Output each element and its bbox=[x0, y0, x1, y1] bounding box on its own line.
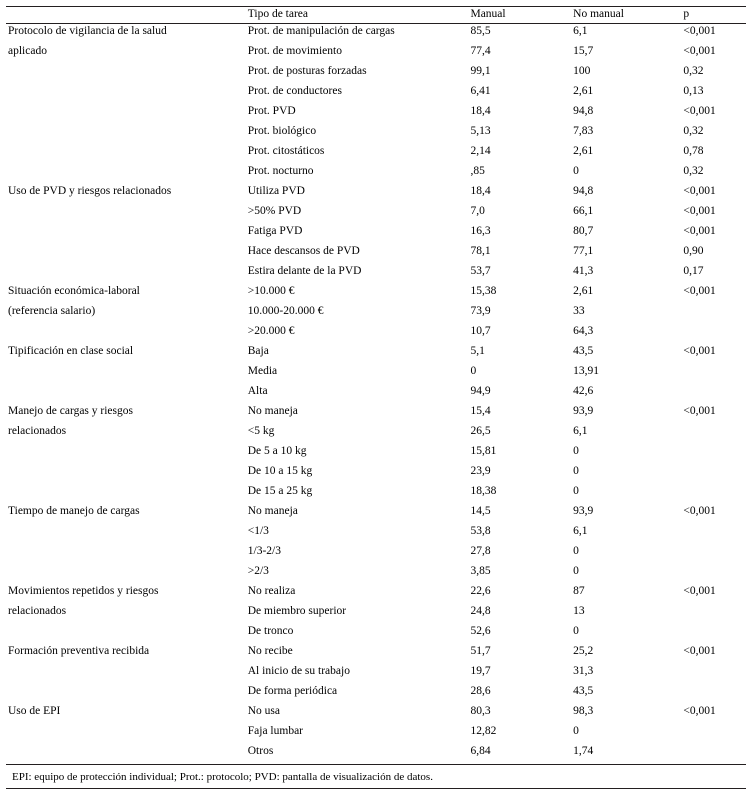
table-row bbox=[6, 484, 746, 504]
table-row bbox=[6, 44, 746, 64]
row-p-value: 0,32 bbox=[683, 164, 704, 177]
column-header-manual: Manual bbox=[470, 8, 506, 20]
row-group-label: Movimientos repetidos y riesgos bbox=[8, 584, 159, 597]
row-manual-value: 94,9 bbox=[470, 384, 491, 397]
row-no-manual-value: 6,1 bbox=[573, 524, 588, 537]
row-group-label bbox=[6, 264, 246, 284]
table-head bbox=[6, 7, 746, 24]
row-manual-value: ,85 bbox=[470, 164, 485, 177]
table-row bbox=[6, 344, 746, 364]
row-task-type: No maneja bbox=[247, 404, 298, 417]
row-p-value: <0,001 bbox=[683, 24, 716, 37]
row-group-label bbox=[6, 624, 246, 644]
row-task-type: Faja lumbar bbox=[247, 724, 303, 737]
row-task-type: Prot. de manipulación de cargas bbox=[247, 24, 395, 37]
row-task-type: Hace descansos de PVD bbox=[247, 244, 360, 257]
row-group-label: Formación preventiva recibida bbox=[8, 644, 150, 657]
row-manual-value: 5,1 bbox=[470, 344, 485, 357]
row-no-manual-value: 93,9 bbox=[573, 404, 594, 417]
row-task-type: Baja bbox=[247, 344, 269, 357]
row-p-value: 0,32 bbox=[683, 124, 704, 137]
row-manual-value: 28,6 bbox=[470, 684, 491, 697]
row-no-manual-value: 64,3 bbox=[573, 324, 594, 337]
row-no-manual-value: 0 bbox=[573, 564, 579, 577]
row-p-value: <0,001 bbox=[683, 104, 716, 117]
row-task-type: Alta bbox=[247, 384, 268, 397]
row-task-type: Otros bbox=[247, 744, 274, 757]
row-manual-value: 7,0 bbox=[470, 204, 485, 217]
row-no-manual-value: 6,1 bbox=[573, 24, 588, 37]
row-p-value: 0,17 bbox=[683, 264, 704, 277]
row-no-manual-value: 2,61 bbox=[573, 284, 594, 297]
row-group-label bbox=[6, 664, 246, 684]
table-row bbox=[6, 264, 746, 284]
row-no-manual-value: 93,9 bbox=[573, 504, 594, 517]
row-p-value: <0,001 bbox=[683, 344, 716, 357]
row-task-type: >50% PVD bbox=[247, 204, 302, 217]
row-p-value bbox=[681, 384, 746, 404]
row-task-type: Al inicio de su trabajo bbox=[247, 664, 350, 677]
row-group-label bbox=[6, 544, 246, 564]
table-row bbox=[6, 164, 746, 184]
row-no-manual-value: 41,3 bbox=[573, 264, 594, 277]
row-task-type: Fatiga PVD bbox=[247, 224, 303, 237]
statistics-table-container bbox=[0, 6, 752, 764]
row-group-label bbox=[6, 204, 246, 224]
table-row bbox=[6, 464, 746, 484]
row-task-type: Prot. nocturno bbox=[247, 164, 314, 177]
row-p-value bbox=[681, 324, 746, 344]
row-manual-value: 27,8 bbox=[470, 544, 491, 557]
row-manual-value: 53,8 bbox=[470, 524, 491, 537]
row-no-manual-value: 43,5 bbox=[573, 684, 594, 697]
table-row bbox=[6, 664, 746, 684]
row-manual-value: 80,3 bbox=[470, 704, 491, 717]
row-no-manual-value: 0 bbox=[573, 624, 579, 637]
row-p-value bbox=[681, 424, 746, 444]
row-task-type: De 15 a 25 kg bbox=[247, 484, 313, 497]
table-row bbox=[6, 744, 746, 764]
row-manual-value: 5,13 bbox=[470, 124, 491, 137]
table-row bbox=[6, 64, 746, 84]
row-manual-value: 18,38 bbox=[470, 484, 497, 497]
row-group-label bbox=[6, 104, 246, 124]
row-task-type: >2/3 bbox=[247, 564, 269, 577]
row-group-label bbox=[6, 384, 246, 404]
row-manual-value: 24,8 bbox=[470, 604, 491, 617]
row-p-value: <0,001 bbox=[683, 44, 716, 57]
table-row bbox=[6, 504, 746, 524]
table-row bbox=[6, 384, 746, 404]
row-manual-value: 14,5 bbox=[470, 504, 491, 517]
row-no-manual-value: 0 bbox=[573, 444, 579, 457]
row-group-label: (referencia salario) bbox=[8, 304, 96, 317]
row-no-manual-value: 31,3 bbox=[573, 664, 594, 677]
row-group-label: Situación económica-laboral bbox=[8, 284, 140, 297]
row-task-type: Utiliza PVD bbox=[247, 184, 305, 197]
row-p-value bbox=[681, 304, 746, 324]
row-no-manual-value: 25,2 bbox=[573, 644, 594, 657]
statistics-table bbox=[6, 6, 746, 764]
table-row bbox=[6, 184, 746, 204]
row-no-manual-value: 33 bbox=[573, 304, 585, 317]
row-group-label: Protocolo de vigilancia de la salud bbox=[8, 24, 167, 37]
row-task-type: De miembro superior bbox=[247, 604, 347, 617]
row-no-manual-value: 1,74 bbox=[573, 744, 594, 757]
row-no-manual-value: 13,91 bbox=[573, 364, 600, 377]
row-p-value: <0,001 bbox=[683, 584, 716, 597]
table-row bbox=[6, 704, 746, 724]
row-p-value: <0,001 bbox=[683, 644, 716, 657]
table-header-row bbox=[6, 7, 746, 24]
row-manual-value: 77,4 bbox=[470, 44, 491, 57]
row-no-manual-value: 7,83 bbox=[573, 124, 594, 137]
row-task-type: De forma periódica bbox=[247, 684, 338, 697]
row-manual-value: 73,9 bbox=[470, 304, 491, 317]
table-row bbox=[6, 104, 746, 124]
row-task-type: >10.000 € bbox=[247, 284, 295, 297]
row-no-manual-value: 42,6 bbox=[573, 384, 594, 397]
row-task-type: Prot. de movimiento bbox=[247, 44, 342, 57]
table-row bbox=[6, 524, 746, 544]
row-manual-value: 85,5 bbox=[470, 24, 491, 37]
row-task-type: Media bbox=[247, 364, 278, 377]
row-no-manual-value: 80,7 bbox=[573, 224, 594, 237]
row-manual-value: 10,7 bbox=[470, 324, 491, 337]
row-task-type: Prot. PVD bbox=[247, 104, 296, 117]
row-group-label bbox=[6, 64, 246, 84]
table-row bbox=[6, 224, 746, 244]
row-group-label bbox=[6, 364, 246, 384]
row-no-manual-value: 87 bbox=[573, 584, 585, 597]
row-group-label: relacionados bbox=[8, 424, 67, 437]
row-task-type: No recibe bbox=[247, 644, 293, 657]
row-group-label: Manejo de cargas y riesgos bbox=[8, 404, 133, 417]
table-row bbox=[6, 144, 746, 164]
row-task-type: 10.000-20.000 € bbox=[247, 304, 324, 317]
table-row bbox=[6, 324, 746, 344]
row-task-type: >20.000 € bbox=[247, 324, 295, 337]
row-task-type: De 10 a 15 kg bbox=[247, 464, 313, 477]
table-row bbox=[6, 84, 746, 104]
row-task-type: No usa bbox=[247, 704, 281, 717]
row-p-value bbox=[681, 664, 746, 684]
row-no-manual-value: 0 bbox=[573, 484, 579, 497]
row-no-manual-value: 6,1 bbox=[573, 424, 588, 437]
row-manual-value: 26,5 bbox=[470, 424, 491, 437]
row-p-value bbox=[681, 624, 746, 644]
row-group-label bbox=[6, 724, 246, 744]
row-no-manual-value: 100 bbox=[573, 64, 591, 77]
row-manual-value: 51,7 bbox=[470, 644, 491, 657]
row-manual-value: 15,4 bbox=[470, 404, 491, 417]
row-no-manual-value: 94,8 bbox=[573, 184, 594, 197]
table-row bbox=[6, 284, 746, 304]
row-group-label bbox=[6, 444, 246, 464]
row-p-value bbox=[681, 724, 746, 744]
row-task-type: Prot. de posturas forzadas bbox=[247, 64, 367, 77]
row-manual-value: 15,38 bbox=[470, 284, 497, 297]
row-p-value bbox=[681, 444, 746, 464]
row-p-value: <0,001 bbox=[683, 204, 716, 217]
row-manual-value: 3,85 bbox=[470, 564, 491, 577]
row-task-type: Prot. biológico bbox=[247, 124, 317, 137]
table-row bbox=[6, 204, 746, 224]
row-p-value: <0,001 bbox=[683, 404, 716, 417]
table-row bbox=[6, 564, 746, 584]
row-no-manual-value: 0 bbox=[573, 464, 579, 477]
row-group-label: Tiempo de manejo de cargas bbox=[8, 504, 140, 517]
row-manual-value: 6,41 bbox=[470, 84, 491, 97]
table-row bbox=[6, 364, 746, 384]
row-group-label bbox=[6, 744, 246, 764]
table-row bbox=[6, 584, 746, 604]
row-task-type: 1/3-2/3 bbox=[247, 544, 281, 557]
table-row bbox=[6, 624, 746, 644]
table-row bbox=[6, 304, 746, 324]
table-row bbox=[6, 544, 746, 564]
table-row bbox=[6, 724, 746, 744]
row-p-value: <0,001 bbox=[683, 284, 716, 297]
row-task-type: De tronco bbox=[247, 624, 294, 637]
row-p-value bbox=[681, 464, 746, 484]
table-body bbox=[6, 23, 746, 764]
row-manual-value: 18,4 bbox=[470, 184, 491, 197]
row-manual-value: 22,6 bbox=[470, 584, 491, 597]
table-row bbox=[6, 124, 746, 144]
row-no-manual-value: 2,61 bbox=[573, 144, 594, 157]
row-group-label bbox=[6, 484, 246, 504]
table-row bbox=[6, 684, 746, 704]
row-no-manual-value: 0 bbox=[573, 164, 579, 177]
row-no-manual-value: 2,61 bbox=[573, 84, 594, 97]
column-header-task-type: Tipo de tarea bbox=[247, 8, 309, 20]
row-group-label bbox=[6, 324, 246, 344]
table-row bbox=[6, 404, 746, 424]
table-row bbox=[6, 23, 746, 44]
row-manual-value: 16,3 bbox=[470, 224, 491, 237]
row-p-value: 0,90 bbox=[683, 244, 704, 257]
row-manual-value: 2,14 bbox=[470, 144, 491, 157]
row-p-value bbox=[681, 524, 746, 544]
row-p-value bbox=[681, 364, 746, 384]
row-p-value bbox=[681, 564, 746, 584]
row-p-value: 0,32 bbox=[683, 64, 704, 77]
row-group-label bbox=[6, 684, 246, 704]
row-task-type: No maneja bbox=[247, 504, 298, 517]
row-manual-value: 18,4 bbox=[470, 104, 491, 117]
row-group-label bbox=[6, 464, 246, 484]
row-manual-value: 15,81 bbox=[470, 444, 497, 457]
row-no-manual-value: 98,3 bbox=[573, 704, 594, 717]
row-p-value: <0,001 bbox=[683, 224, 716, 237]
row-group-label bbox=[6, 564, 246, 584]
row-no-manual-value: 66,1 bbox=[573, 204, 594, 217]
row-group-label bbox=[6, 224, 246, 244]
row-task-type: <1/3 bbox=[247, 524, 269, 537]
row-no-manual-value: 43,5 bbox=[573, 344, 594, 357]
row-p-value: <0,001 bbox=[683, 704, 716, 717]
row-manual-value: 0 bbox=[470, 364, 477, 377]
table-footnote-container bbox=[6, 764, 746, 789]
row-task-type: Estira delante de la PVD bbox=[247, 264, 362, 277]
row-task-type: No realiza bbox=[247, 584, 296, 597]
row-group-label: Uso de EPI bbox=[8, 704, 61, 717]
row-p-value bbox=[681, 744, 746, 764]
row-group-label bbox=[6, 524, 246, 544]
row-task-type: Prot. citostáticos bbox=[247, 144, 325, 157]
row-p-value bbox=[681, 544, 746, 564]
row-task-type: Prot. de conductores bbox=[247, 84, 342, 97]
column-header-no-manual: No manual bbox=[573, 8, 624, 20]
row-manual-value: 12,82 bbox=[470, 724, 497, 737]
row-task-type: <5 kg bbox=[247, 424, 275, 437]
table-row bbox=[6, 444, 746, 464]
row-task-type: De 5 a 10 kg bbox=[247, 444, 307, 457]
row-manual-value: 53,7 bbox=[470, 264, 491, 277]
row-no-manual-value: 13 bbox=[573, 604, 585, 617]
row-no-manual-value: 0 bbox=[573, 544, 579, 557]
row-manual-value: 52,6 bbox=[470, 624, 491, 637]
row-p-value: <0,001 bbox=[683, 504, 716, 517]
row-manual-value: 6,84 bbox=[470, 744, 491, 757]
row-p-value: 0,78 bbox=[683, 144, 704, 157]
row-group-label bbox=[6, 124, 246, 144]
row-p-value: <0,001 bbox=[683, 184, 716, 197]
row-group-label: aplicado bbox=[8, 44, 47, 57]
row-no-manual-value: 0 bbox=[573, 724, 579, 737]
row-group-label bbox=[6, 244, 246, 264]
row-group-label bbox=[6, 84, 246, 104]
row-manual-value: 78,1 bbox=[470, 244, 491, 257]
row-p-value: 0,13 bbox=[683, 84, 704, 97]
column-header-p-value: p bbox=[683, 8, 690, 20]
row-p-value bbox=[681, 684, 746, 704]
table-row bbox=[6, 424, 746, 444]
column-header-group bbox=[6, 7, 246, 24]
table-footnote: EPI: equipo de protección individual; Prot.: protocolo; PVD: pantalla de visualización de datos. bbox=[12, 770, 433, 783]
table-row bbox=[6, 244, 746, 264]
table-row bbox=[6, 644, 746, 664]
row-group-label: Uso de PVD y riesgos relacionados bbox=[8, 184, 172, 197]
row-no-manual-value: 94,8 bbox=[573, 104, 594, 117]
row-manual-value: 23,9 bbox=[470, 464, 491, 477]
row-group-label: relacionados bbox=[8, 604, 67, 617]
row-group-label bbox=[6, 164, 246, 184]
row-group-label: Tipificación en clase social bbox=[8, 344, 134, 357]
row-manual-value: 19,7 bbox=[470, 664, 491, 677]
row-no-manual-value: 15,7 bbox=[573, 44, 594, 57]
row-group-label bbox=[6, 144, 246, 164]
row-p-value bbox=[681, 484, 746, 504]
row-no-manual-value: 77,1 bbox=[573, 244, 594, 257]
row-manual-value: 99,1 bbox=[470, 64, 491, 77]
